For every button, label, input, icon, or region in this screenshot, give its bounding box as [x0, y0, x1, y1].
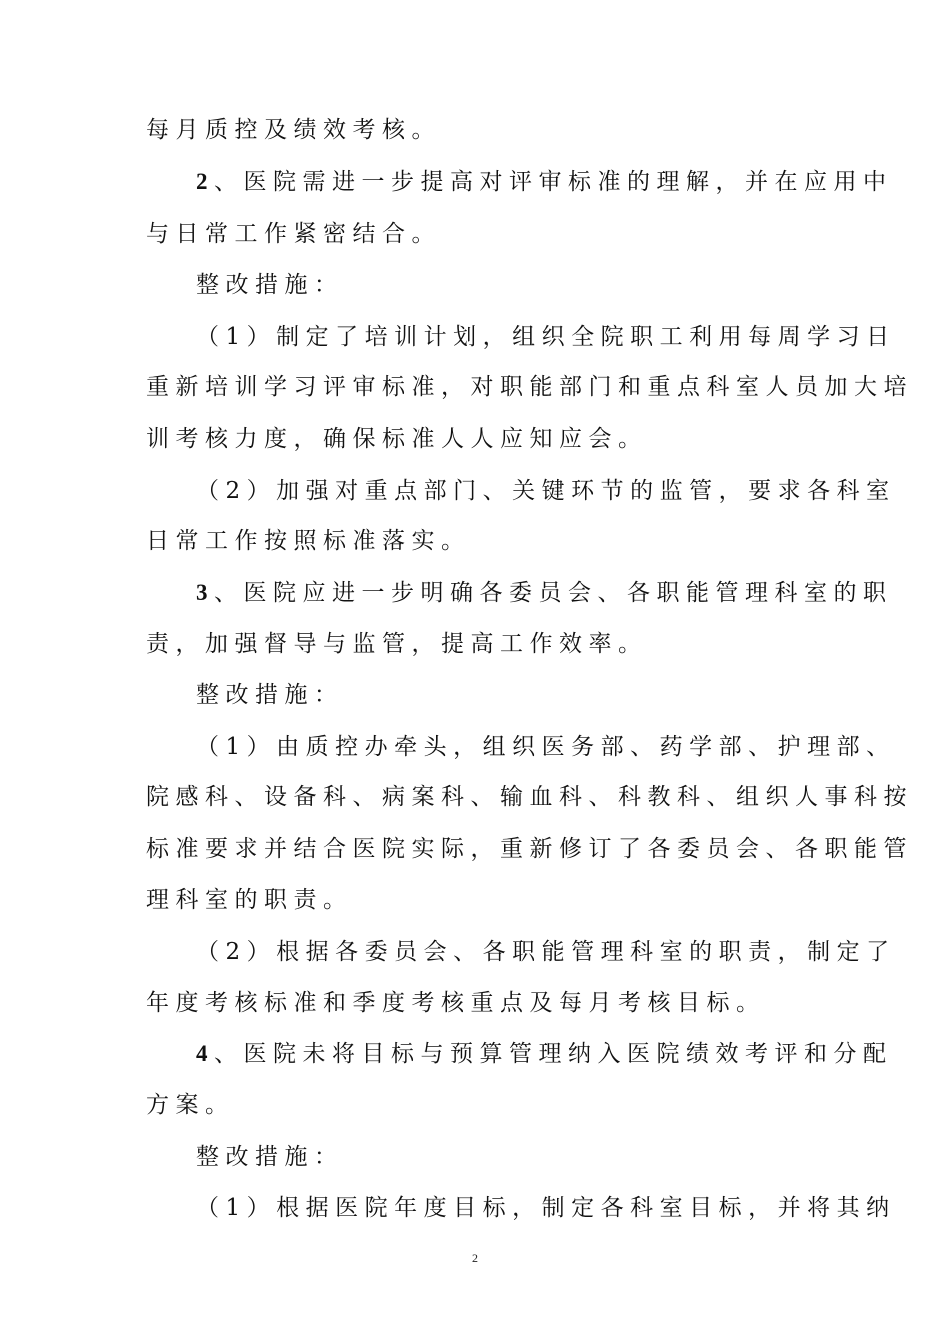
measure-3-1-line-2: 院感科、设备科、病案科、输血科、科教科、组织人事科按	[146, 784, 913, 810]
item-text: 、医院未将目标与预算管理纳入医院绩效考评和分配	[214, 1041, 893, 1067]
item-2-line-2: 与日常工作紧密结合。	[146, 221, 441, 247]
item-4-heading-line	[196, 1039, 893, 1069]
measure-2-1-line-1: （1）制定了培训计划，组织全院职工利用每周学习日	[196, 324, 896, 350]
item-3-line-2: 责，加强督导与监管，提高工作效率。	[146, 631, 648, 657]
measure-2-1-line-3: 训考核力度，确保标准人人应知应会。	[146, 426, 648, 452]
measure-3-2-line-2: 年度考核标准和季度考核重点及每月考核目标。	[146, 990, 766, 1016]
measure-3-1-line-1: （1）由质控办牵头，组织医务部、药学部、护理部、	[196, 734, 896, 760]
measure-2-2-line-2: 日常工作按照标准落实。	[146, 528, 471, 554]
rectification-measures-label: 整改措施：	[196, 272, 344, 298]
item-text: 、医院应进一步明确各委员会、各职能管理科室的职	[214, 580, 893, 606]
rectification-measures-label: 整改措施：	[196, 682, 344, 708]
measure-4-1-line-1: （1）根据医院年度目标，制定各科室目标，并将其纳	[196, 1195, 896, 1221]
measure-3-1-line-3: 标准要求并结合医院实际，重新修订了各委员会、各职能管	[146, 836, 913, 862]
measure-3-2-line-1: （2）根据各委员会、各职能管理科室的职责，制定了	[196, 939, 896, 965]
paragraph-continuation-line: 每月质控及绩效考核。	[146, 117, 441, 143]
item-number: 2	[196, 169, 214, 194]
item-number: 3	[196, 580, 214, 605]
item-2-heading-line	[196, 167, 893, 197]
item-4-line-2: 方案。	[146, 1092, 235, 1118]
page-number: 2	[472, 1251, 478, 1265]
measure-2-1-line-2: 重新培训学习评审标准，对职能部门和重点科室人员加大培	[146, 374, 913, 400]
measure-2-2-line-1: （2）加强对重点部门、关键环节的监管，要求各科室	[196, 478, 896, 504]
rectification-measures-label: 整改措施：	[196, 1144, 344, 1170]
item-3-heading-line	[196, 578, 893, 608]
measure-3-1-line-4: 理科室的职责。	[146, 887, 353, 913]
item-text: 、医院需进一步提高对评审标准的理解，并在应用中	[214, 169, 893, 195]
item-number: 4	[196, 1041, 214, 1066]
